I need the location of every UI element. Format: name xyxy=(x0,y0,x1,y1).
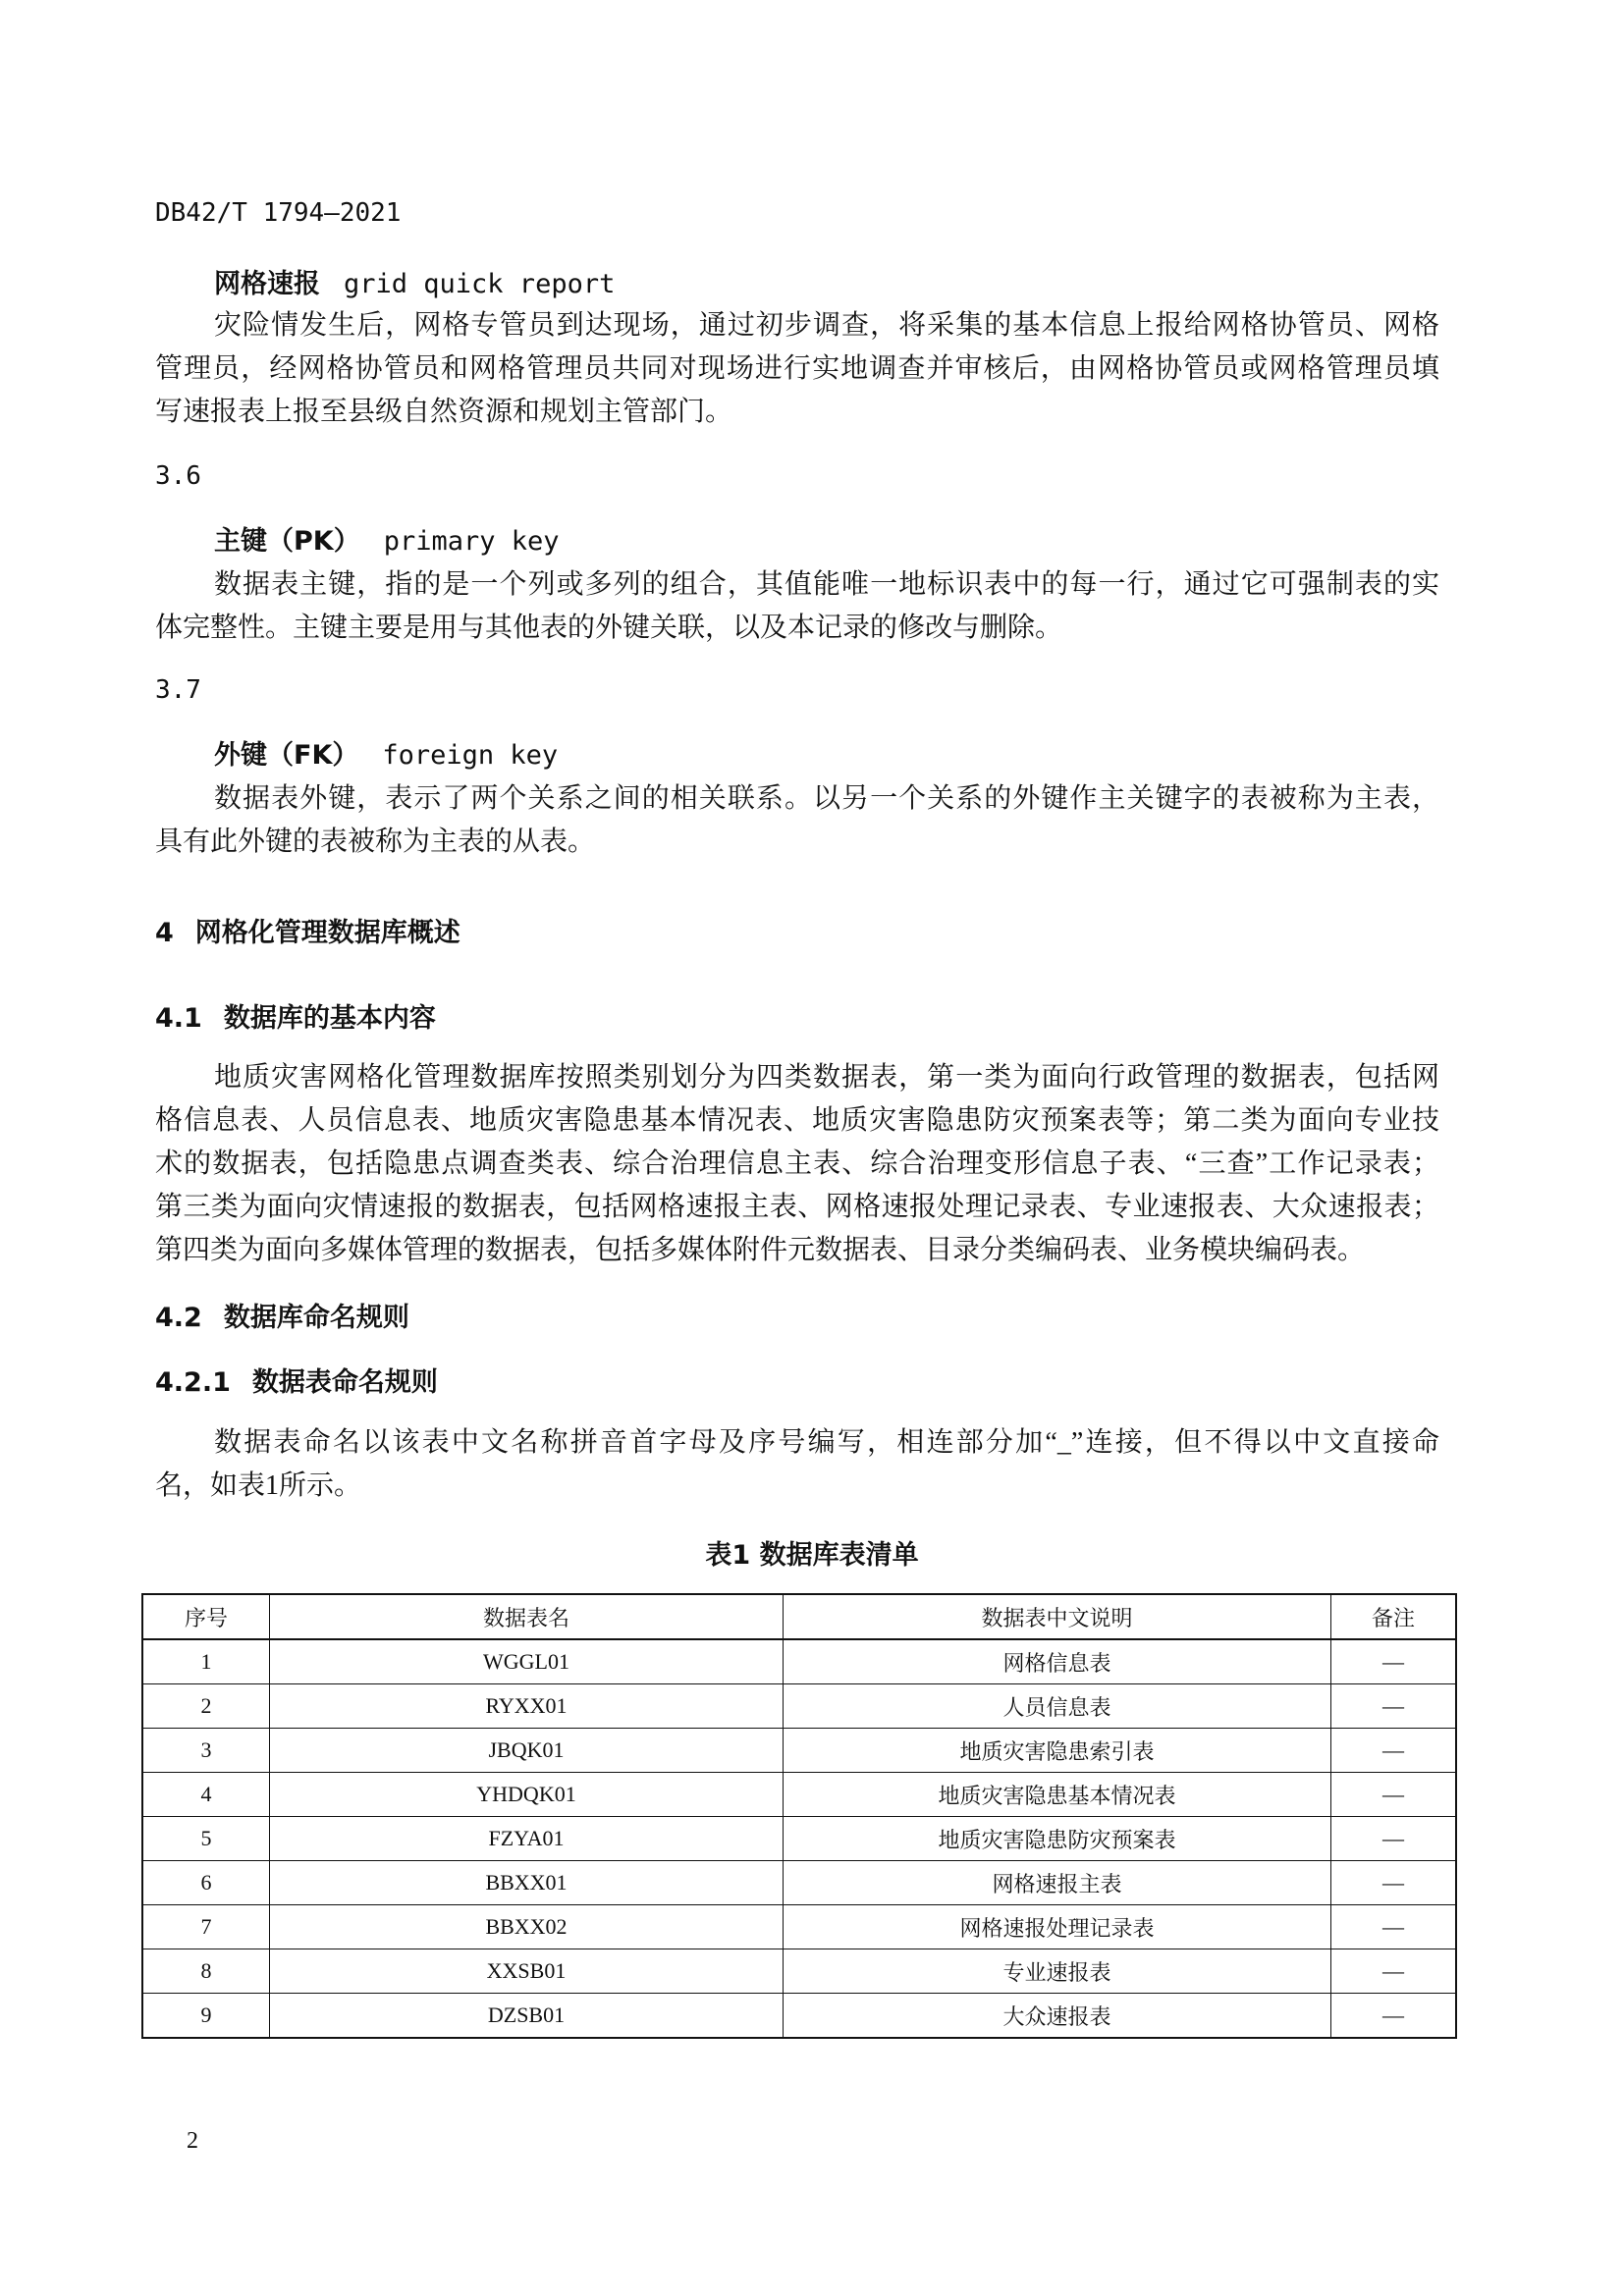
definition-paragraph xyxy=(155,304,1439,434)
table-cell: 7 xyxy=(142,1905,270,1949)
table-row xyxy=(142,1861,1456,1905)
para-line: 名，如表1所示。 xyxy=(155,1470,362,1501)
table-cell: — xyxy=(1331,1817,1457,1861)
term-foreign-key xyxy=(214,739,558,773)
table-row xyxy=(142,1905,1456,1949)
table-row xyxy=(142,1949,1456,1994)
term-zh: 外键（FK） xyxy=(214,740,359,771)
definition-paragraph xyxy=(155,563,1439,650)
para-line: 格信息表、人员信息表、地质灾害隐患基本情况表、地质灾害隐患防灾预案表等；第二类为面向专业技 xyxy=(155,1105,1439,1136)
table-cell: WGGL01 xyxy=(270,1639,784,1684)
section-heading-4-2 xyxy=(155,1296,409,1334)
term-primary-key xyxy=(214,525,560,559)
term-en: foreign key xyxy=(382,740,559,771)
column-header: 备注 xyxy=(1331,1594,1457,1639)
table-cell: — xyxy=(1331,1905,1457,1949)
database-table-list xyxy=(141,1593,1457,2039)
table-cell: — xyxy=(1331,1949,1457,1994)
table-row xyxy=(142,1684,1456,1729)
term-en: primary key xyxy=(383,526,560,557)
table-cell: 网格速报处理记录表 xyxy=(784,1905,1331,1949)
table-cell: 8 xyxy=(142,1949,270,1994)
para-line: 数据表主键，指的是一个列或多列的组合，其值能唯一地标识表中的每一行，通过它可强制表的实 xyxy=(214,569,1439,600)
para-line: 具有此外键的表被称为主表的从表。 xyxy=(155,827,596,857)
table-header-row xyxy=(142,1594,1456,1639)
table-row xyxy=(142,1773,1456,1817)
table-cell: — xyxy=(1331,1994,1457,2039)
paragraph-4-2-1 xyxy=(155,1421,1439,1508)
para-line: 体完整性。主键主要是用与其他表的外键关联，以及本记录的修改与删除。 xyxy=(155,613,1063,643)
term-zh: 网格速报 xyxy=(214,269,320,299)
table-cell: YHDQK01 xyxy=(270,1773,784,1817)
table-cell: 3 xyxy=(142,1729,270,1773)
table-cell: — xyxy=(1331,1639,1457,1684)
section-heading-4 xyxy=(155,911,460,949)
table-cell: 大众速报表 xyxy=(784,1994,1331,2039)
table-cell: 地质灾害隐患基本情况表 xyxy=(784,1773,1331,1817)
table-cell: JBQK01 xyxy=(270,1729,784,1773)
document-code-header: DB42/T 1794—2021 xyxy=(155,198,402,228)
table-cell: DZSB01 xyxy=(270,1994,784,2039)
table-row xyxy=(142,1994,1456,2039)
table-cell: BBXX02 xyxy=(270,1905,784,1949)
para-line: 第四类为面向多媒体管理的数据表，包括多媒体附件元数据表、目录分类编码表、业务模块编码表。 xyxy=(155,1235,1366,1265)
section-heading-4-2-1 xyxy=(155,1361,438,1399)
heading-title: 数据库命名规则 xyxy=(223,1303,409,1333)
table-cell: 1 xyxy=(142,1639,270,1684)
table-cell: XXSB01 xyxy=(270,1949,784,1994)
table-cell: — xyxy=(1331,1773,1457,1817)
page-number: 2 xyxy=(187,2128,198,2154)
table-cell: 6 xyxy=(142,1861,270,1905)
term-zh: 主键（PK） xyxy=(214,526,360,557)
heading-title: 数据库的基本内容 xyxy=(223,1003,436,1034)
column-header: 序号 xyxy=(142,1594,270,1639)
table-cell: 专业速报表 xyxy=(784,1949,1331,1994)
heading-number: 4 xyxy=(155,918,174,948)
para-line: 管理员，经网格协管员和网格管理员共同对现场进行实地调查并审核后，由网格协管员或网格管理员填 xyxy=(155,353,1439,384)
table-row xyxy=(142,1817,1456,1861)
heading-number: 4.2 xyxy=(155,1303,202,1333)
definition-paragraph xyxy=(155,777,1439,864)
term-grid-quick-report xyxy=(214,268,615,301)
column-header: 数据表名 xyxy=(270,1594,784,1639)
table-cell: 地质灾害隐患索引表 xyxy=(784,1729,1331,1773)
para-line: 数据表命名以该表中文名称拼音首字母及序号编写，相连部分加“_”连接，但不得以中文直接命 xyxy=(214,1427,1439,1458)
table-cell: BBXX01 xyxy=(270,1861,784,1905)
table-cell: 2 xyxy=(142,1684,270,1729)
table-cell: 9 xyxy=(142,1994,270,2039)
heading-number: 4.1 xyxy=(155,1003,202,1034)
table-cell: — xyxy=(1331,1684,1457,1729)
table-cell: 网格信息表 xyxy=(784,1639,1331,1684)
para-line: 写速报表上报至县级自然资源和规划主管部门。 xyxy=(155,397,733,427)
table-cell: 人员信息表 xyxy=(784,1684,1331,1729)
table-cell: FZYA01 xyxy=(270,1817,784,1861)
table-cell: 网格速报主表 xyxy=(784,1861,1331,1905)
table-cell: 地质灾害隐患防灾预案表 xyxy=(784,1817,1331,1861)
para-line: 灾险情发生后，网格专管员到达现场，通过初步调查，将采集的基本信息上报给网格协管员、网格 xyxy=(214,310,1439,341)
clause-number: 3.7 xyxy=(155,675,201,705)
table-cell: 4 xyxy=(142,1773,270,1817)
para-line: 术的数据表，包括隐患点调查类表、综合治理信息主表、综合治理变形信息子表、“三查”工作记录表； xyxy=(155,1148,1439,1179)
table-caption: 表1 数据库表清单 xyxy=(705,1540,919,1571)
para-line: 第三类为面向灾情速报的数据表，包括网格速报主表、网格速报处理记录表、专业速报表、大众速报表； xyxy=(155,1192,1439,1222)
table-cell: RYXX01 xyxy=(270,1684,784,1729)
para-line: 地质灾害网格化管理数据库按照类别划分为四类数据表，第一类为面向行政管理的数据表，包括网 xyxy=(214,1062,1439,1093)
table-cell: — xyxy=(1331,1729,1457,1773)
table-row xyxy=(142,1729,1456,1773)
term-en: grid quick report xyxy=(344,269,616,299)
section-heading-4-1 xyxy=(155,996,436,1035)
clause-number: 3.6 xyxy=(155,461,201,491)
table-row xyxy=(142,1639,1456,1684)
heading-title: 网格化管理数据库概述 xyxy=(194,918,460,948)
column-header: 数据表中文说明 xyxy=(784,1594,1331,1639)
paragraph-4-1 xyxy=(155,1056,1439,1272)
heading-title: 数据表命名规则 xyxy=(251,1367,438,1398)
table-cell: — xyxy=(1331,1861,1457,1905)
para-line: 数据表外键，表示了两个关系之间的相关联系。以另一个关系的外键作主关键字的表被称为主表， xyxy=(214,783,1439,814)
heading-number: 4.2.1 xyxy=(155,1367,231,1398)
table-cell: 5 xyxy=(142,1817,270,1861)
